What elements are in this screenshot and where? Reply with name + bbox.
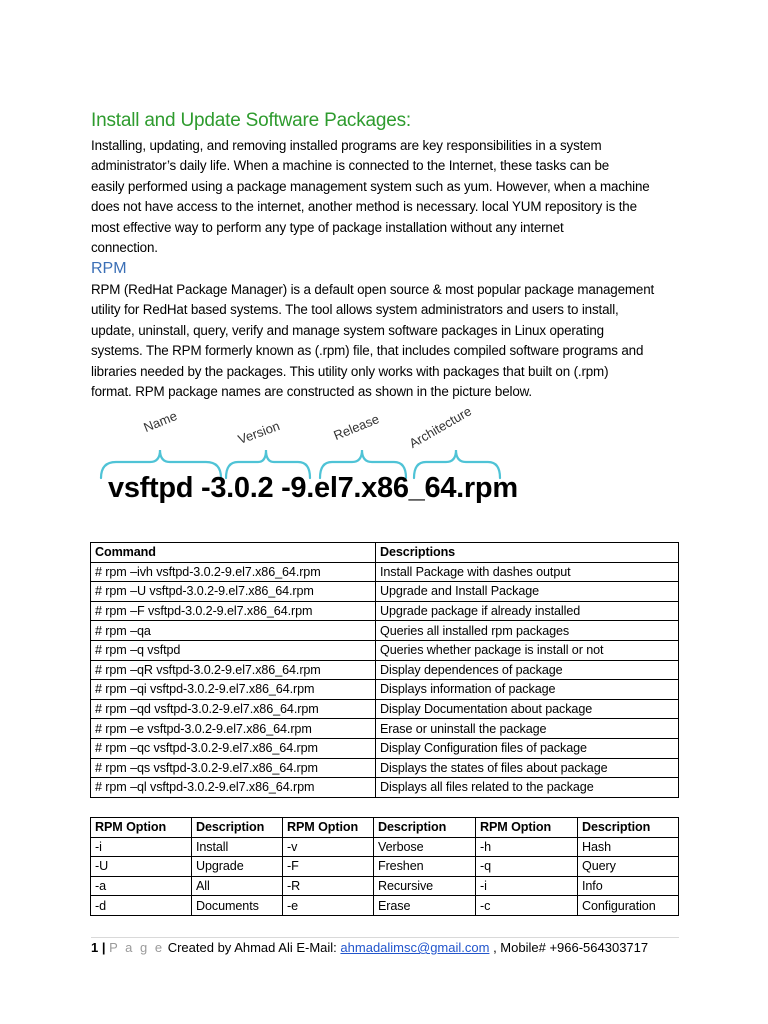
table-row [91,758,679,778]
command-cell: # rpm –U vsftpd-3.0.2-9.el7.x86_64.rpm [91,582,376,602]
footer-mobile: , Mobile# +966-564303717 [493,940,649,955]
command-cell: # rpm –e vsftpd-3.0.2-9.el7.x86_64.rpm [91,719,376,739]
table-row [91,582,679,602]
rpm-line: libraries needed by the packages. This utility only works with packages that built on (.rpm) [91,363,609,379]
column-header: Description [578,818,679,838]
description-cell: Upgrade and Install Package [376,582,679,602]
rpm-line: RPM (RedHat Package Manager) is a default open source & most popular package management [91,282,655,297]
option-cell: -d [91,896,192,916]
description-cell: Displays all files related to the package [376,778,679,798]
command-cell: # rpm –q vsftpd [91,640,376,660]
table-row [91,601,679,621]
diagram-label-release: Release [331,411,382,443]
intro-line: does not have access to the internet, another method is necessary. local YUM repository is the [91,199,637,215]
description-cell: Displays the states of files about package [376,758,679,778]
table-row [91,699,679,719]
description-cell: Displays information of package [376,680,679,700]
command-cell: # rpm –qd vsftpd-3.0.2-9.el7.x86_64.rpm [91,699,376,719]
command-cell: # rpm –qa [91,621,376,641]
column-header: RPM Option [476,818,578,838]
command-cell: # rpm –ivh vsftpd-3.0.2-9.el7.x86_64.rpm [91,562,376,582]
rpm-line: update, uninstall, query, verify and manage system software packages in Linux operating [91,322,604,338]
intro-paragraph [91,136,691,258]
table-row [91,660,679,680]
option-cell: -i [476,876,578,896]
option-description-cell: Freshen [374,857,476,877]
description-cell: Install Package with dashes output [376,562,679,582]
description-cell: Display Configuration files of package [376,738,679,758]
option-cell: -U [91,857,192,877]
command-cell: # rpm –qc vsftpd-3.0.2-9.el7.x86_64.rpm [91,738,376,758]
email-link[interactable]: ahmadalimsc@gmail.com [340,940,490,955]
footer-separator: | [101,940,106,955]
table-row [91,837,679,857]
intro-line: Installing, updating, and removing installed programs are key responsibilities in a system [91,138,602,153]
options-table [90,817,679,916]
table-row [91,640,679,660]
description-cell: Queries whether package is install or not [376,640,679,660]
option-description-cell: Query [578,857,679,877]
diagram-label-name: Name [141,408,180,435]
rpm-filename: vsftpd -3.0.2 -9.el7.x86_64.rpm [108,472,518,504]
option-cell: -a [91,876,192,896]
option-description-cell: All [192,876,283,896]
intro-line: easily performed using a package management system such as yum. However, when a machine [91,178,650,194]
option-cell: -h [476,837,578,857]
table-row [91,857,679,877]
description-cell: Erase or uninstall the package [376,719,679,739]
diagram-label-version: Version [235,418,282,447]
table-header-row [91,543,679,563]
table-row [91,719,679,739]
option-cell: -e [283,896,374,916]
column-header: Descriptions [376,543,679,563]
command-cell: # rpm –F vsftpd-3.0.2-9.el7.x86_64.rpm [91,601,376,621]
command-cell: # rpm –qs vsftpd-3.0.2-9.el7.x86_64.rpm [91,758,376,778]
command-cell: # rpm –ql vsftpd-3.0.2-9.el7.x86_64.rpm [91,778,376,798]
option-description-cell: Recursive [374,876,476,896]
rpm-paragraph [91,280,691,402]
column-header: Description [374,818,476,838]
table-row [91,621,679,641]
intro-line: administrator’s daily life. When a machine is connected to the Internet, these tasks can be [91,158,610,174]
option-cell: -c [476,896,578,916]
rpm-line: utility for RedHat based systems. The tool allows system administrators and users to install, [91,302,619,318]
option-description-cell: Hash [578,837,679,857]
option-cell: -F [283,857,374,877]
intro-line: connection. [91,240,158,256]
option-description-cell: Verbose [374,837,476,857]
table-row [91,876,679,896]
table-row [91,896,679,916]
commands-table [90,542,679,798]
column-header: RPM Option [283,818,374,838]
description-cell: Upgrade package if already installed [376,601,679,621]
rpm-heading: RPM [91,260,127,277]
section-heading: Install and Update Software Packages: [91,110,412,131]
option-description-cell: Erase [374,896,476,916]
column-header: Description [192,818,283,838]
description-cell: Display Documentation about package [376,699,679,719]
table-row [91,562,679,582]
page-number: 1 [91,940,99,955]
option-cell: -R [283,876,374,896]
table-row [91,778,679,798]
description-cell: Queries all installed rpm packages [376,621,679,641]
command-cell: # rpm –qi vsftpd-3.0.2-9.el7.x86_64.rpm [91,680,376,700]
option-description-cell: Info [578,876,679,896]
table-header-row [91,818,679,838]
description-cell: Display dependences of package [376,660,679,680]
intro-line: most effective way to perform any type of package installation without any internet [91,219,564,235]
rpm-line: systems. The RPM formerly known as (.rpm) file, that includes compiled software programs and [91,343,644,359]
option-description-cell: Upgrade [192,857,283,877]
footer-credit: Created by Ahmad Ali E-Mail: [167,940,337,955]
page-word: P a g e [109,940,165,955]
option-description-cell: Install [192,837,283,857]
page-footer [91,937,679,955]
command-cell: # rpm –qR vsftpd-3.0.2-9.el7.x86_64.rpm [91,660,376,680]
option-description-cell: Configuration [578,896,679,916]
rpm-line: format. RPM package names are constructed as shown in the picture below. [91,384,532,400]
column-header: Command [91,543,376,563]
option-cell: -q [476,857,578,877]
option-description-cell: Documents [192,896,283,916]
table-row [91,680,679,700]
option-cell: -v [283,837,374,857]
diagram-label-architecture: Architecture [406,403,475,451]
option-cell: -i [91,837,192,857]
column-header: RPM Option [91,818,192,838]
table-row [91,738,679,758]
